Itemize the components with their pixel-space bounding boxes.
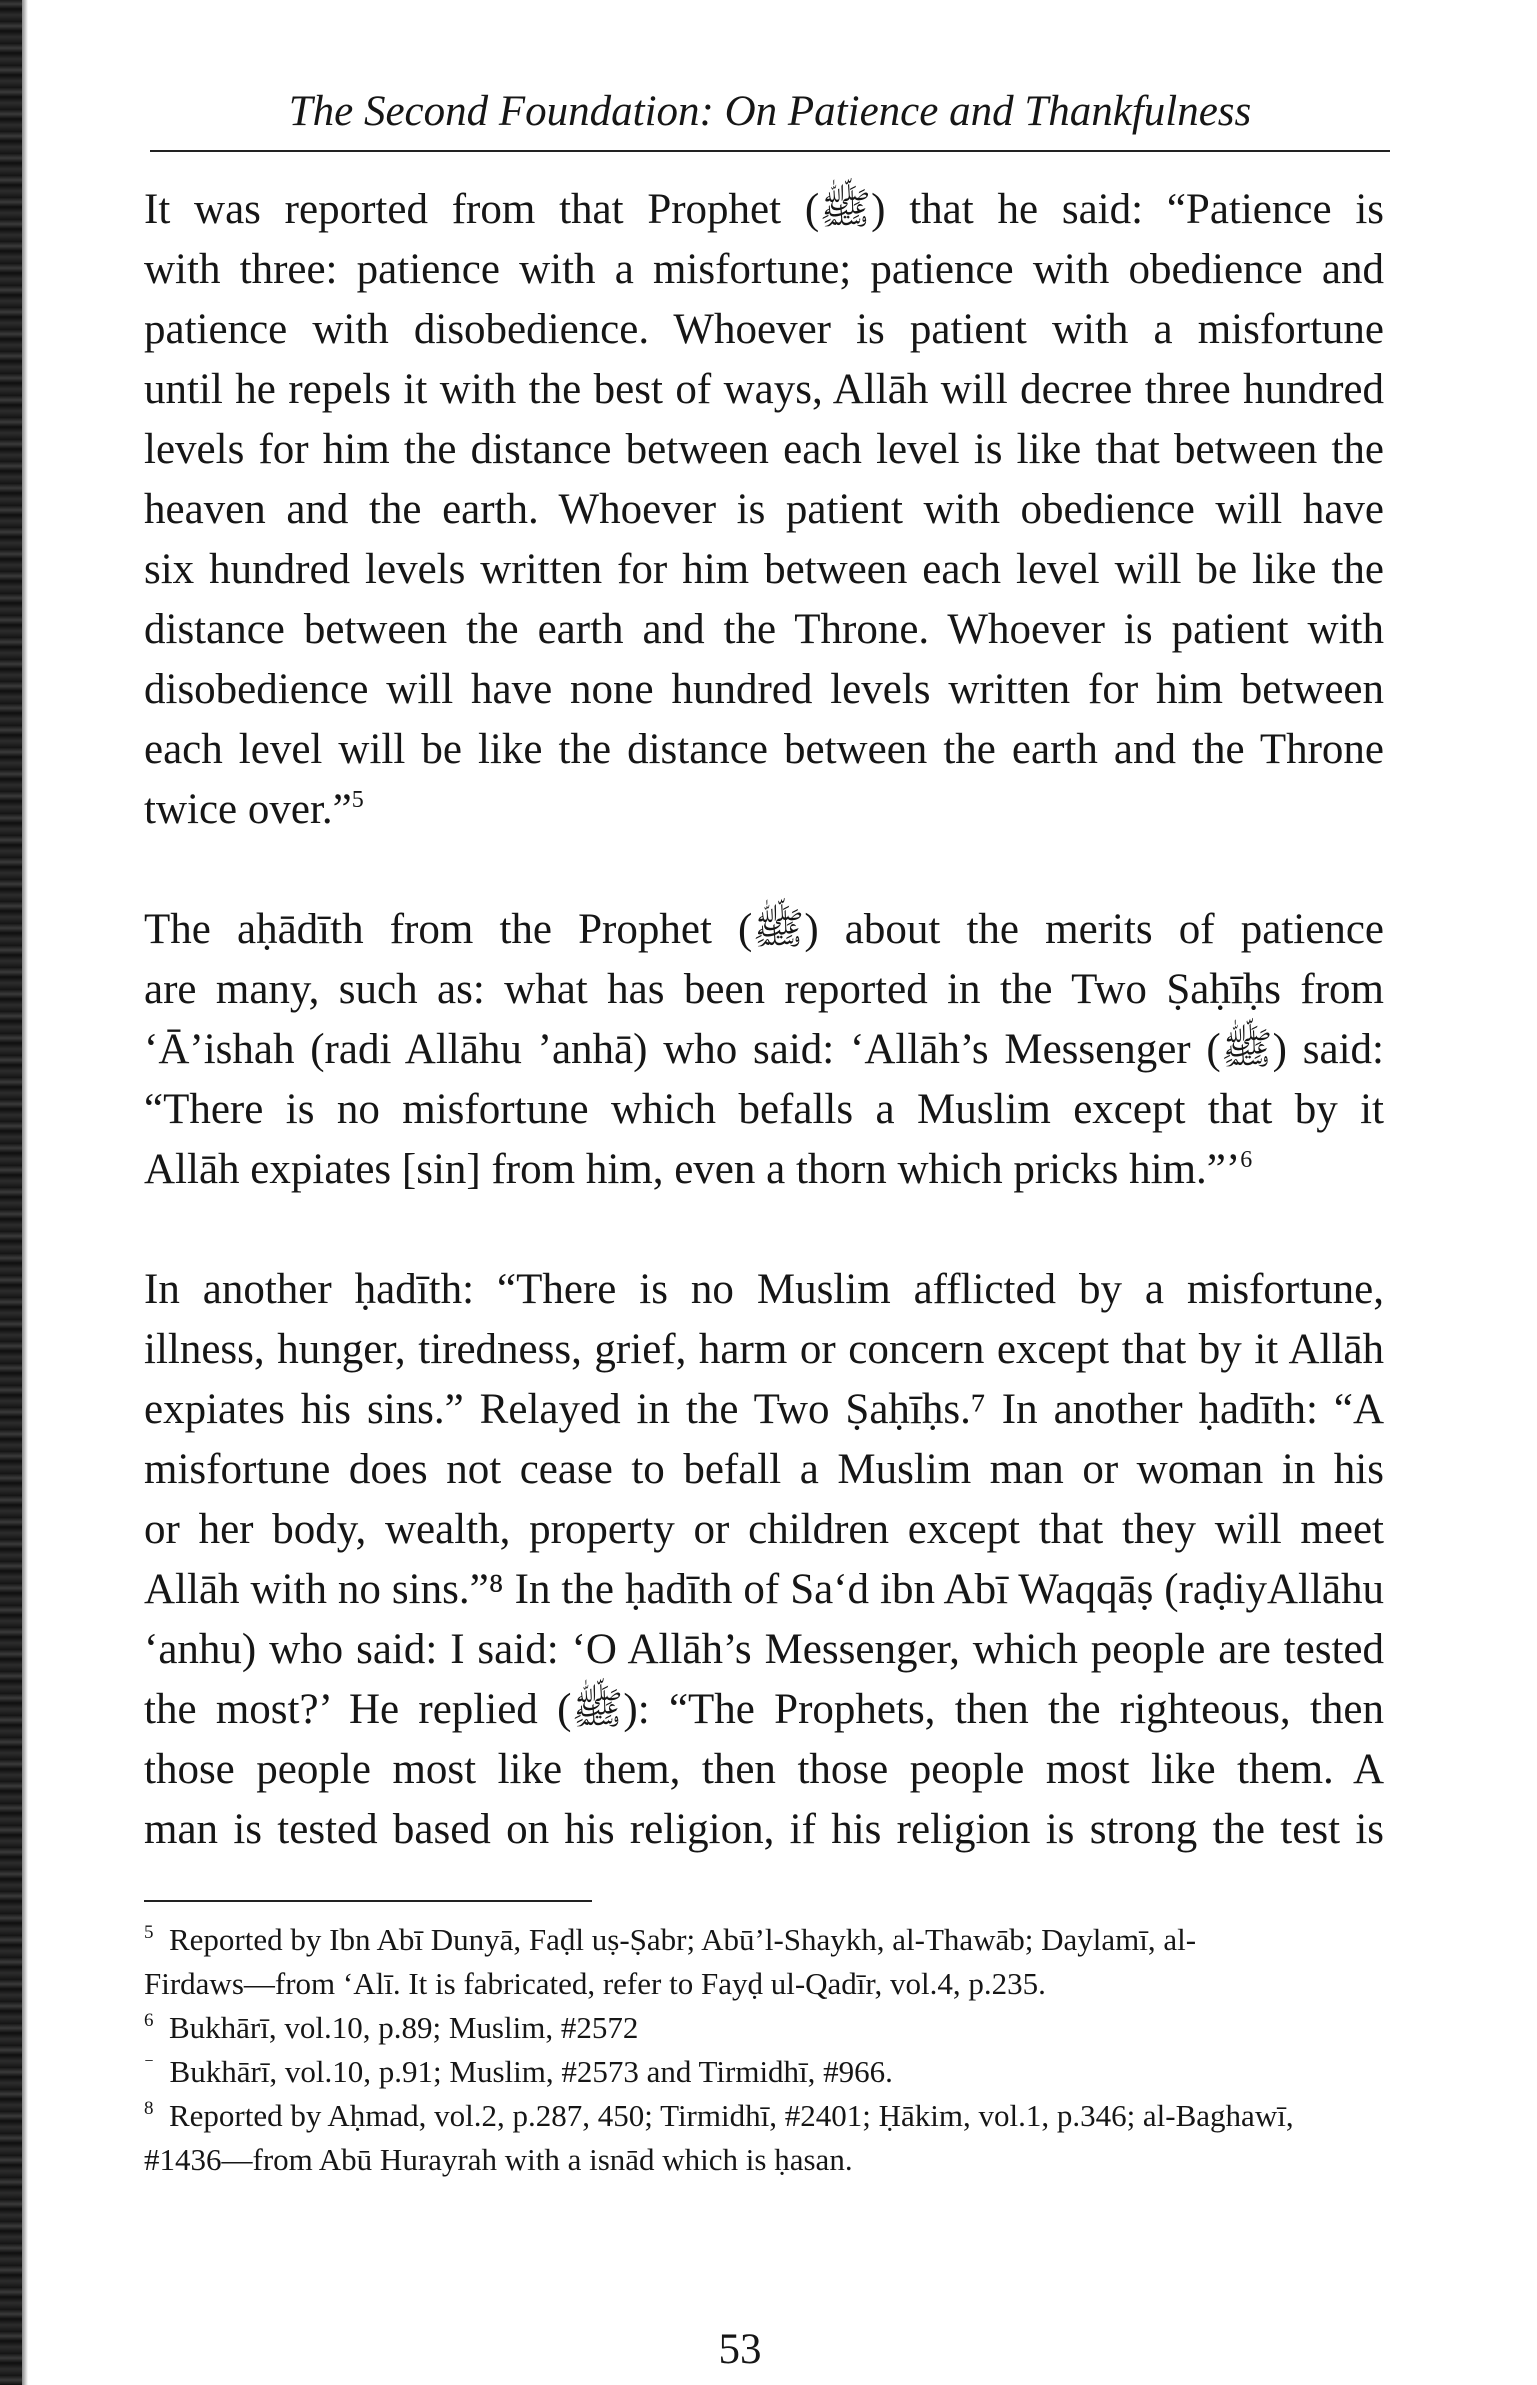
text-line: misfortune does not cease to befall a Muslim man or woman in his [144, 1446, 1384, 1493]
footnote-line [144, 1918, 1384, 1962]
footnote-line [144, 2094, 1384, 2138]
text-line: six hundred levels written for him between each level will be like the [144, 546, 1384, 593]
footnote-5 [144, 1918, 1384, 2006]
text-line: the most?’ He replied (ﷺ): “The Prophets, then the righteous, then [144, 1686, 1384, 1733]
text-line: Allāh with no sins.”⁸ In the ḥadīth of Sa‘d ibn Abī Waqqāṣ (raḍiyAllāhu [144, 1566, 1384, 1613]
book-spine-shadow [0, 0, 22, 2385]
book-gutter [22, 0, 28, 2385]
text-line: The aḥādīth from the Prophet (ﷺ) about the merits of patience [144, 906, 1384, 953]
footnotes [144, 1918, 1384, 2182]
text-line: with three: patience with a misfortune; patience with obedience and [144, 246, 1384, 293]
text-line: distance between the earth and the Throne. Whoever is patient with [144, 606, 1384, 653]
text-line [144, 780, 1384, 840]
text-line: “There is no misfortune which befalls a Muslim except that by it [144, 1086, 1384, 1133]
text-line: ‘anhu) who said: I said: ‘O Allāh’s Messenger, which people are tested [144, 1626, 1384, 1673]
footnote-marker: 5 [144, 1922, 154, 1943]
footnote-text: Bukhārī, vol.10, p.91; Muslim, #2573 and Tirmidhī, #966. [169, 2054, 893, 2089]
text-line: disobedience will have none hundred levels written for him between [144, 666, 1384, 713]
text-line: It was reported from that Prophet (ﷺ) that he said: “Patience is [144, 186, 1385, 233]
footnote-line: #1436—from Abū Hurayrah with a isnād which is ḥasan. [144, 2142, 853, 2177]
page-number: 53 [718, 2326, 762, 2373]
line-text: Allāh expiates [sin] from him, even a thorn which pricks him.”’ [144, 1146, 1241, 1193]
text-line: illness, hunger, tiredness, grief, harm or concern except that by it Allāh [144, 1326, 1384, 1373]
text-line: each level will be like the distance between the earth and the Throne [144, 726, 1384, 773]
footnote-text: Reported by Aḥmad, vol.2, p.287, 450; Tirmidhī, #2401; Ḥākim, vol.1, p.346; al-Baghawī, [169, 2098, 1294, 2133]
footnote-rule [144, 1900, 592, 1902]
footnote-7 [144, 2050, 1384, 2094]
footnote-marker: 8 [144, 2098, 154, 2119]
text-line: In another ḥadīth: “There is no Muslim afflicted by a misfortune, [144, 1266, 1384, 1313]
footnote-line [144, 2006, 1384, 2050]
footnote-ref[interactable]: 5 [351, 787, 364, 813]
text-line: levels for him the distance between each level is like that between the [144, 426, 1384, 473]
footnote-8 [144, 2094, 1384, 2182]
text-line: or her body, wealth, property or children except that they will meet [144, 1506, 1384, 1553]
footnote-line [144, 2050, 1384, 2094]
running-head: The Second Foundation: On Patience and Thankfulness [288, 88, 1252, 135]
text-line: expiates his sins.” Relayed in the Two Ṣaḥīḥs.⁷ In another ḥadīth: “A [144, 1386, 1384, 1433]
text-line: heaven and the earth. Whoever is patient with obedience will have [144, 486, 1384, 533]
footnote-6 [144, 2006, 1384, 2050]
footnote-text: Bukhārī, vol.10, p.89; Muslim, #2572 [169, 2010, 639, 2045]
footnote-text: Reported by Ibn Abī Dunyā, Faḍl uṣ-Ṣabr; Abū’l-Shaykh, al-Thawāb; Daylamī, al- [169, 1922, 1197, 1957]
paragraph-2 [144, 900, 1384, 1200]
footnote-ref[interactable]: 6 [1240, 1147, 1253, 1173]
text-line: ‘Ā’ishah (radi Allāhu ’anhā) who said: ‘Allāh’s Messenger (ﷺ) said: [144, 1026, 1384, 1073]
footnote-line: Firdaws—from ‘Alī. It is fabricated, refer to Fayḍ ul-Qadīr, vol.4, p.235. [144, 1966, 1046, 2001]
text-line: until he repels it with the best of ways, Allāh will decree three hundred [144, 366, 1384, 413]
header-rule [150, 150, 1390, 152]
footnote-marker: ⁻ [144, 2054, 155, 2075]
text-line [144, 1140, 1384, 1200]
paragraph-1 [144, 180, 1384, 840]
text-line: those people most like them, then those people most like them. A [144, 1746, 1384, 1793]
footnote-marker: 6 [144, 2010, 154, 2031]
text-line: are many, such as: what has been reported in the Two Ṣaḥīḥs from [144, 966, 1384, 1013]
paragraph-3 [144, 1260, 1384, 1860]
text-line: patience with disobedience. Whoever is patient with a misfortune [144, 306, 1384, 353]
text-line: man is tested based on his religion, if his religion is strong the test is [144, 1806, 1384, 1853]
line-text: twice over.” [144, 786, 352, 833]
